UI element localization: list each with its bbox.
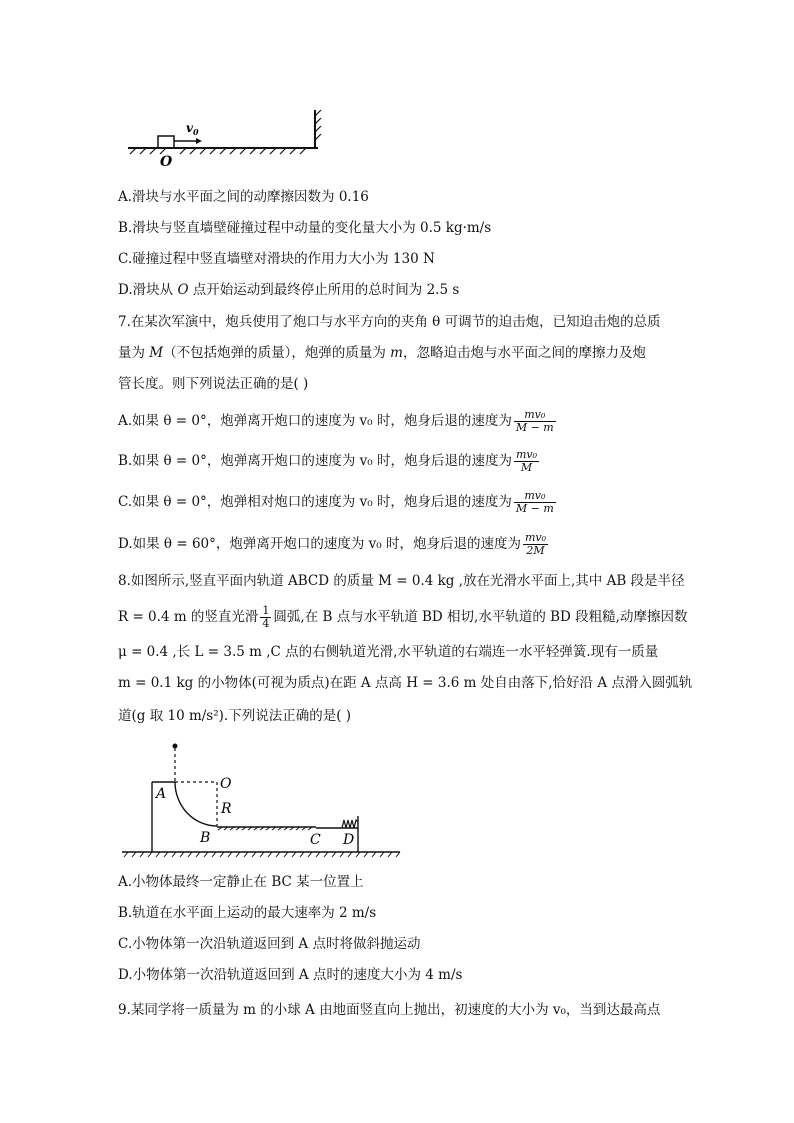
fraction-quarter: $\frac{1}{4}$ <box>262 604 270 630</box>
q6-option-c: C.碰撞过程中竖直墙壁对滑块的作用力大小为 130 N <box>118 251 435 267</box>
q7-stem-line1: 7.在某次军演中，炮兵使用了炮口与水平方向的夹角 θ 可调节的迫击炮，已知迫击炮的总质 <box>118 314 661 330</box>
figure-slider-wall <box>118 106 338 168</box>
label-a: A <box>156 786 167 802</box>
q7-option-c: C.如果 θ = 0°，炮弹相对炮口的速度为 v₀ 时，炮身后退的速度为 $\frac{\text{mv₀}}{M - m}$ <box>118 489 554 515</box>
fraction-b: $\frac{\text{mv₀}}{M}$ <box>516 448 538 474</box>
label-r: R <box>221 801 232 817</box>
q6-option-b: B.滑块与竖直墙壁碰撞过程中动量的变化量大小为 0.5 kg·m/s <box>118 220 492 236</box>
fraction-c: $\frac{\text{mv₀}}{M - m}$ <box>515 489 554 515</box>
slider-block <box>158 136 174 148</box>
label-d: D <box>343 832 355 848</box>
velocity-label: $v_0$ <box>186 121 199 137</box>
spring <box>342 820 358 828</box>
q8-stem-line2: R = 0.4 m 的竖直光滑 $\frac{1}{4}$ 圆弧,在 B 点与水平轨道 BD 相切,水平轨道的 BD 段粗糙,动摩擦因数 <box>118 604 688 630</box>
drop-point <box>173 744 178 749</box>
q7-stem-line3: 管长度。则下列说法正确的是( ) <box>118 376 309 392</box>
q6-option-d: D.滑块从 O 点开始运动到最终停止所用的总时间为 2.5 s <box>118 282 460 298</box>
q6-option-a: A.滑块与水平面之间的动摩擦因数为 0.16 <box>118 189 369 205</box>
q8-stem-line4: m = 0.1 kg 的小物体(可视为质点)在距 A 点高 H = 3.6 m 处自由落下,恰好沿 A 点滑入圆弧轨 <box>118 675 693 691</box>
point-o-label: O <box>160 154 173 168</box>
figure-track-abcd <box>118 740 408 862</box>
fraction-d: $\frac{\text{mv₀}}{2M}$ <box>525 531 547 557</box>
q7-option-b: B.如果 θ = 0°，炮弹离开炮口的速度为 v₀ 时，炮身后退的速度为 $\frac{\text{mv₀}}{M}$ <box>118 448 538 474</box>
label-b: B <box>200 830 211 846</box>
q8-stem-line3: μ = 0.4 ,长 L = 3.5 m ,C 点的右侧轨道光滑,水平轨道的右端连一水平轻弹簧.现有一质量 <box>118 644 659 660</box>
label-c: C <box>310 832 321 848</box>
q8-stem-line5: 道(g 取 10 m/s²).下列说法正确的是( ) <box>118 708 352 724</box>
label-o: O <box>220 776 232 792</box>
arc-ab <box>175 782 217 826</box>
q7-option-a: A.如果 θ = 0°，炮弹离开炮口的速度为 v₀ 时，炮身后退的速度为 $\frac{\text{mv₀}}{M - m}$ <box>118 408 554 434</box>
q7-stem-line2: 量为 M（不包括炮弹的质量），炮弹的质量为 m，忽略迫击炮与水平面之间的摩擦力及炮 <box>118 345 646 361</box>
q8-option-c: C.小物体第一次沿轨道返回到 A 点时将做斜抛运动 <box>118 936 421 952</box>
q8-stem-line1: 8.如图所示,竖直平面内轨道 ABCD 的质量 M = 0.4 kg ,放在光滑水平面上,其中 AB 段是半径 <box>118 573 685 589</box>
q8-option-d: D.小物体第一次沿轨道返回到 A 点时的速度大小为 4 m/s <box>118 967 463 983</box>
velocity-arrowhead <box>196 138 202 144</box>
fraction-a: $\frac{\text{mv₀}}{M - m}$ <box>515 408 554 434</box>
q9-stem-line1: 9.某同学将一质量为 m 的小球 A 由地面竖直向上抛出，初速度的大小为 v₀，当到达最高点 <box>118 1002 661 1018</box>
q8-option-b: B.轨道在水平面上运动的最大速率为 2 m/s <box>118 905 377 921</box>
q8-option-a: A.小物体最终一定静止在 BC 某一位置上 <box>118 874 364 890</box>
q7-option-d: D.如果 θ = 60°，炮弹离开炮口的速度为 v₀ 时，炮身后退的速度为 $\frac{\text{mv₀}}{2M}$ <box>118 531 547 557</box>
